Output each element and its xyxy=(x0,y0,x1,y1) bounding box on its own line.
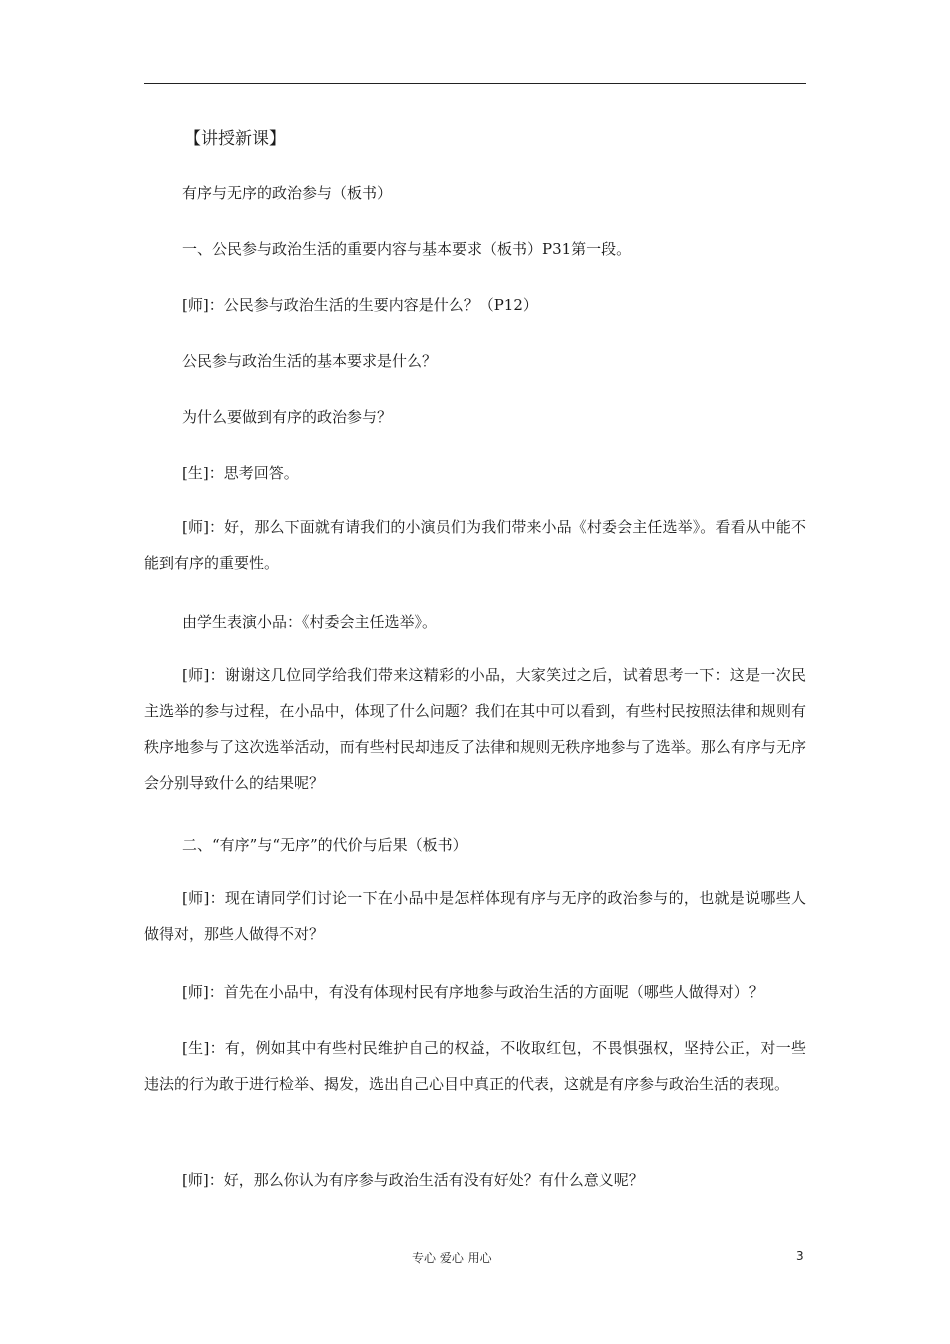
paragraph: [师]：首先在小品中，有没有体现村民有序地参与政治生活的方面呢（哪些人做得对）？ xyxy=(182,983,764,1001)
footer-motto: 专心 爱心 用心 xyxy=(412,1251,492,1265)
paragraph: [师]：公民参与政治生活的生要内容是什么？（P12） xyxy=(182,296,538,314)
paragraph: [生]：有，例如其中有些村民维护自己的权益，不收取红包，不畏惧强权，坚持公正，对一些违法的行为敢于进行检举、揭发，选出自己心目中真正的代表，这就是有序参与政治生活的表现。 xyxy=(144,1039,806,1093)
paragraph: [师]：现在请同学们讨论一下在小品中是怎样体现有序与无序的政治参与的，也就是说哪些人做得对，那些人做得不对？ xyxy=(144,889,806,943)
paragraph: 有序与无序的政治参与（板书） xyxy=(182,184,393,202)
paragraph: 公民参与政治生活的基本要求是什么？ xyxy=(182,352,438,370)
paragraph: [生]：思考回答。 xyxy=(182,464,299,482)
section-heading: 【讲授新课】 xyxy=(184,129,286,149)
paragraph: 由学生表演小品：《村委会主任选举》。 xyxy=(182,613,438,631)
header-rule xyxy=(144,83,806,84)
page-number: 3 xyxy=(796,1249,804,1263)
paragraph: 二、“有序”与“无序”的代价与后果（板书） xyxy=(182,836,468,854)
paragraph: [师]：好，那么下面就有请我们的小演员们为我们带来小品《村委会主任选举》。看看从中能不能到有序的重要性。 xyxy=(144,518,806,572)
paragraph: 为什么要做到有序的政治参与？ xyxy=(182,408,393,426)
paragraph: [师]：谢谢这几位同学给我们带来这精彩的小品，大家笑过之后，试着思考一下：这是一次民主选举的参与过程，在小品中，体现了什么问题？我们在其中可以看到，有些村民按照法律和规则有秩序地参与了这次选举活动，而有些村民却违反了法律和规则无秩序地参与了选举。那么有序与无序会分别导致什么的结果呢？ xyxy=(144,666,806,792)
paragraph: 一、公民参与政治生活的重要内容与基本要求（板书）P31第一段。 xyxy=(182,240,632,258)
paragraph: [师]：好，那么你认为有序参与政治生活有没有好处？有什么意义呢？ xyxy=(182,1171,644,1189)
